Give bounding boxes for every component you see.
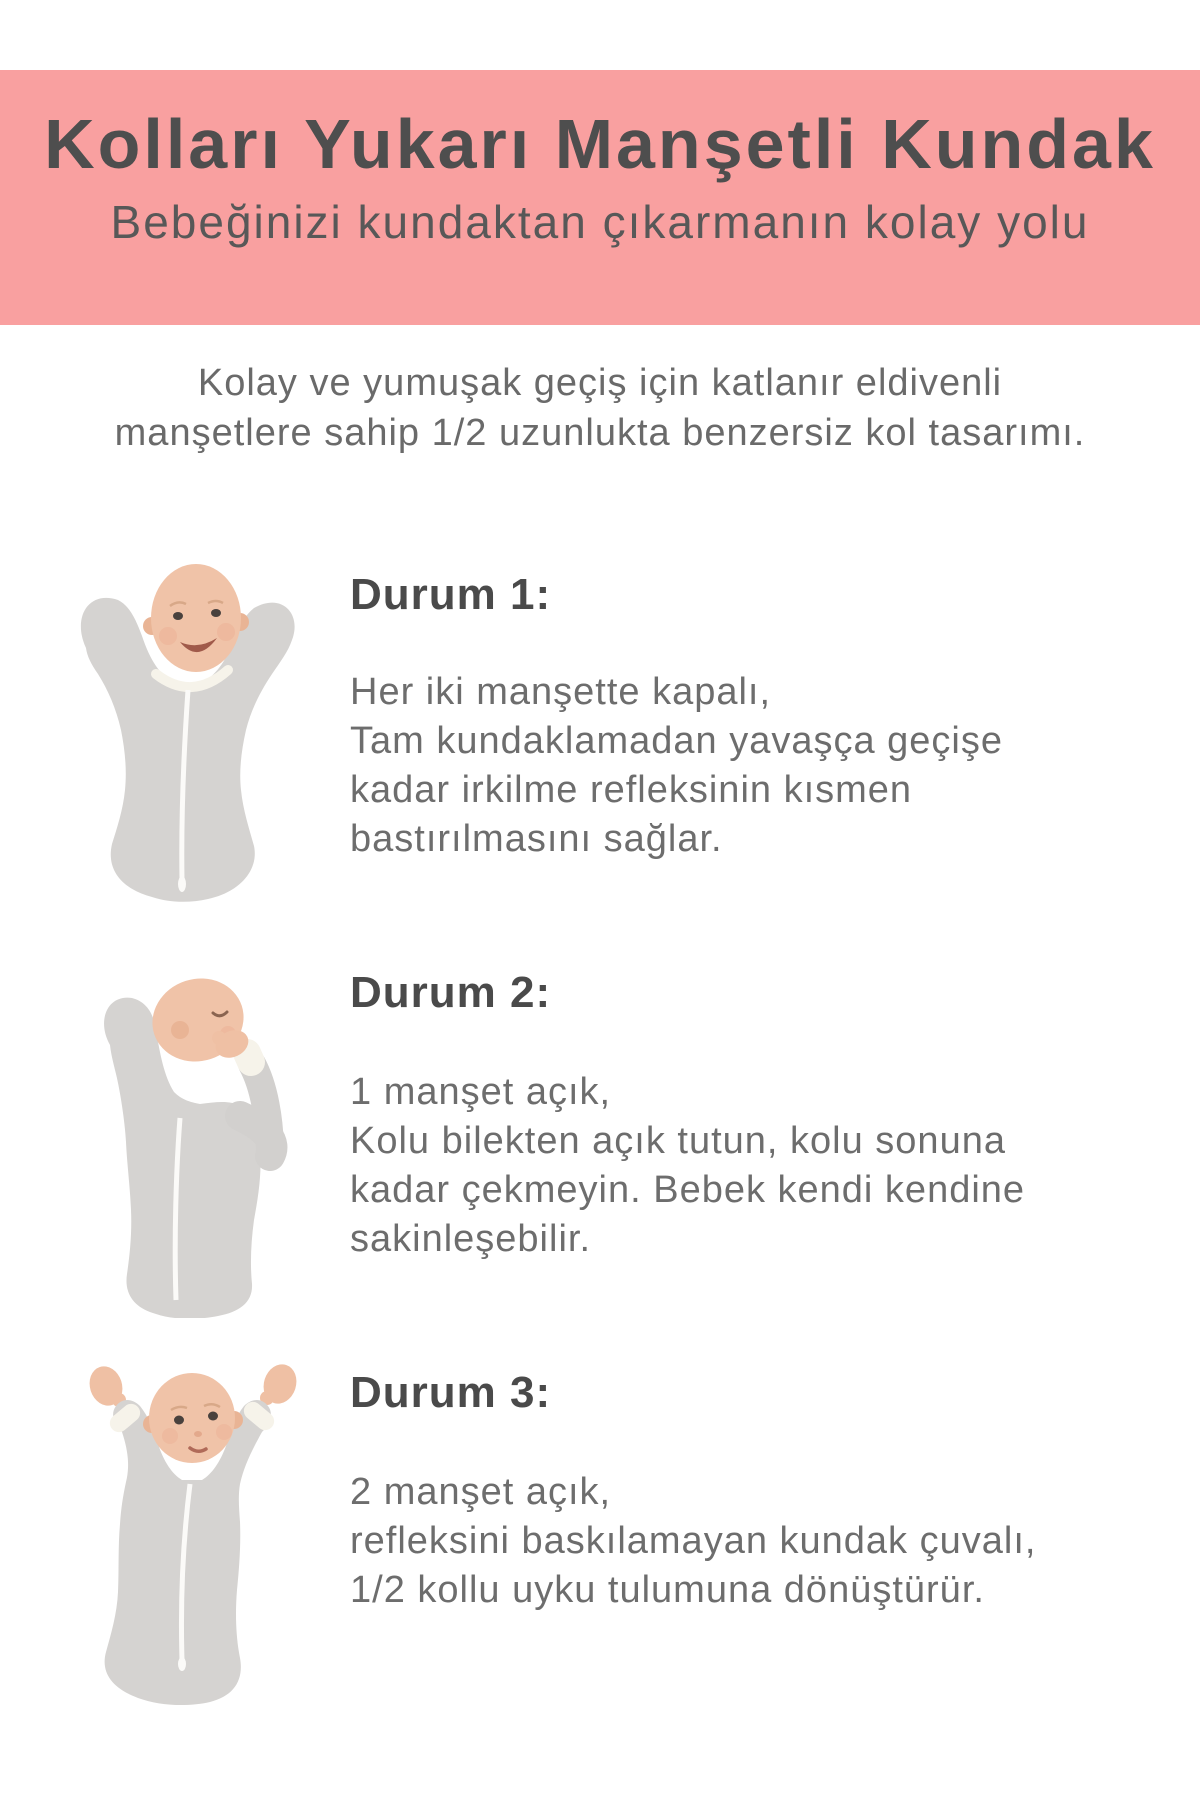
section-2-heading: Durum 2:: [350, 968, 552, 1017]
page-subtitle: Bebeğinizi kundaktan çıkarmanın kolay yolu: [110, 195, 1090, 248]
baby-swaddle-both-cuffs-open-image: [30, 1332, 340, 1714]
header-banner: [0, 70, 1200, 325]
section-1-heading: Durum 1:: [350, 570, 552, 619]
intro-line-2: manşetlere sahip 1/2 uzunlukta benzersiz kol tasarımı.: [114, 412, 1086, 454]
section-2-line-4: sakinleşebilir.: [350, 1218, 591, 1260]
section-2-line-3: kadar çekmeyin. Bebek kendi kendine: [350, 1169, 1026, 1211]
baby-swaddle-both-cuffs-closed-image: [30, 478, 340, 910]
section-1-line-3: kadar irkilme refleksinin kısmen: [350, 769, 913, 811]
section-3-line-1: 2 manşet açık,: [350, 1471, 612, 1513]
section-1-line-4: bastırılmasını sağlar.: [350, 818, 723, 860]
section-1-body: [350, 668, 1180, 864]
section-3-body: [350, 1468, 1180, 1615]
section-3-heading: Durum 3:: [350, 1368, 552, 1417]
cuff-trim: [247, 1053, 251, 1062]
section-3-line-2: refleksini baskılamayan kundak çuvalı,: [350, 1520, 1037, 1562]
intro-text: [0, 358, 1200, 458]
section-1-line-1: Her iki manşette kapalı,: [350, 671, 772, 713]
section-2-body: [350, 1068, 1180, 1264]
section-2-line-1: 1 manşet açık,: [350, 1071, 612, 1113]
section-3-line-3: 1/2 kollu uyku tulumuna dönüştürür.: [350, 1569, 985, 1611]
section-2-line-2: Kolu bilekten açık tutun, kolu sonuna: [350, 1120, 1006, 1162]
intro-line-1: Kolay ve yumuşak geçiş için katlanır eldivenli: [197, 362, 1003, 404]
baby-swaddle-one-cuff-open-image: [30, 950, 340, 1318]
page-title: Kolları Yukarı Manşetli Kundak: [44, 105, 1156, 183]
section-1-line-2: Tam kundaklamadan yavaşça geçişe: [350, 720, 1004, 762]
